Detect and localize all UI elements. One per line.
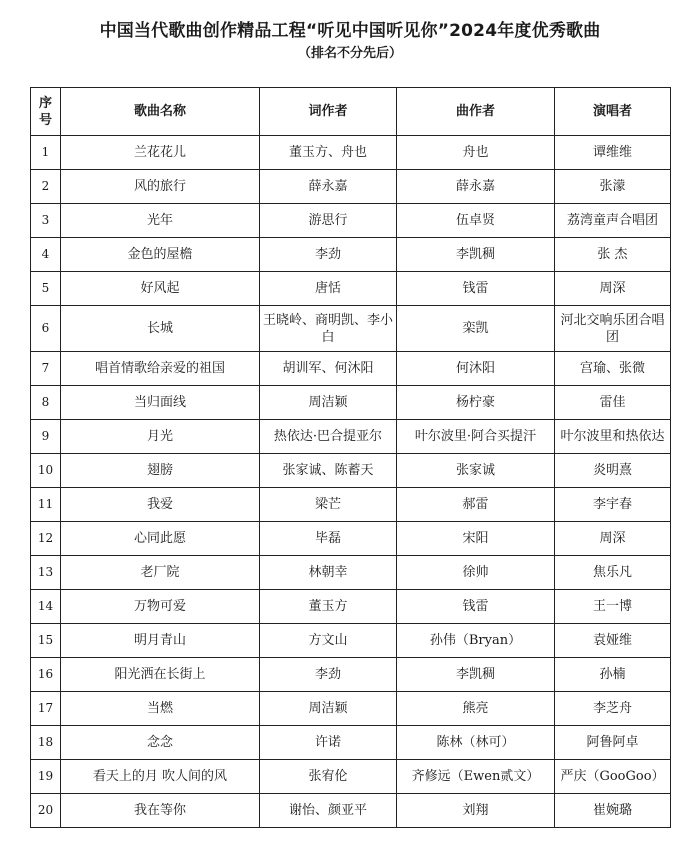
table-row: [31, 794, 671, 828]
cell-index: 13: [31, 556, 61, 590]
cell-lyricist: 薛永嘉: [260, 170, 397, 204]
cell-song-name: 当归面线: [61, 386, 260, 420]
cell-performer: 李芝舟: [555, 692, 671, 726]
table-row: [31, 272, 671, 306]
cell-song-name: 明月青山: [61, 624, 260, 658]
table-row: [31, 386, 671, 420]
cell-index: 14: [31, 590, 61, 624]
cell-song-name: 长城: [61, 306, 260, 352]
cell-performer: 张濛: [555, 170, 671, 204]
header-performer: 演唱者: [555, 88, 671, 136]
cell-song-name: 金色的屋檐: [61, 238, 260, 272]
cell-song-name: 好风起: [61, 272, 260, 306]
cell-performer: 严庆（GooGoo）: [555, 760, 671, 794]
table-row: [31, 238, 671, 272]
table-header-row: [31, 88, 671, 136]
header-composer: 曲作者: [397, 88, 555, 136]
cell-song-name: 我在等你: [61, 794, 260, 828]
cell-song-name: 心同此愿: [61, 522, 260, 556]
cell-composer: 钱雷: [397, 272, 555, 306]
table-row: [31, 556, 671, 590]
cell-performer: 谭维维: [555, 136, 671, 170]
cell-lyricist: 董玉方: [260, 590, 397, 624]
cell-lyricist: 胡训军、何沐阳: [260, 352, 397, 386]
cell-song-name: 风的旅行: [61, 170, 260, 204]
cell-song-name: 我爱: [61, 488, 260, 522]
cell-lyricist: 热依达·巴合提亚尔: [260, 420, 397, 454]
cell-index: 1: [31, 136, 61, 170]
cell-performer: 周深: [555, 522, 671, 556]
cell-lyricist: 许诺: [260, 726, 397, 760]
cell-composer: 郝雷: [397, 488, 555, 522]
table-row: [31, 170, 671, 204]
cell-lyricist: 唐恬: [260, 272, 397, 306]
table-row: [31, 136, 671, 170]
cell-index: 15: [31, 624, 61, 658]
header-lyricist: 词作者: [260, 88, 397, 136]
cell-lyricist: 李劲: [260, 658, 397, 692]
cell-performer: 叶尔波里和热依达: [555, 420, 671, 454]
cell-index: 3: [31, 204, 61, 238]
cell-composer: 薛永嘉: [397, 170, 555, 204]
table-row: [31, 726, 671, 760]
cell-composer: 陈林（林可）: [397, 726, 555, 760]
cell-composer: 栾凯: [397, 306, 555, 352]
header-song-name: 歌曲名称: [61, 88, 260, 136]
cell-composer: 钱雷: [397, 590, 555, 624]
document-title: 中国当代歌曲创作精品工程“听见中国听见你”2024年度优秀歌曲: [99, 21, 601, 41]
cell-index: 18: [31, 726, 61, 760]
cell-lyricist: 林朝幸: [260, 556, 397, 590]
cell-lyricist: 游思行: [260, 204, 397, 238]
cell-lyricist: 张宥伦: [260, 760, 397, 794]
cell-index: 17: [31, 692, 61, 726]
cell-song-name: 月光: [61, 420, 260, 454]
cell-index: 4: [31, 238, 61, 272]
cell-lyricist: 方文山: [260, 624, 397, 658]
cell-index: 16: [31, 658, 61, 692]
cell-song-name: 唱首情歌给亲爱的祖国: [61, 352, 260, 386]
header-index: 序号: [31, 88, 61, 136]
cell-song-name: 看天上的月 吹人间的风: [61, 760, 260, 794]
cell-composer: 熊亮: [397, 692, 555, 726]
cell-performer: 王一博: [555, 590, 671, 624]
cell-composer: 孙伟（Bryan）: [397, 624, 555, 658]
cell-index: 19: [31, 760, 61, 794]
table-row: [31, 658, 671, 692]
cell-index: 6: [31, 306, 61, 352]
cell-song-name: 万物可爱: [61, 590, 260, 624]
cell-index: 7: [31, 352, 61, 386]
cell-composer: 叶尔波里·阿合买提汗: [397, 420, 555, 454]
cell-index: 12: [31, 522, 61, 556]
cell-composer: 张家诚: [397, 454, 555, 488]
cell-performer: 宫瑜、张微: [555, 352, 671, 386]
cell-song-name: 阳光洒在长街上: [61, 658, 260, 692]
table-row: [31, 692, 671, 726]
cell-performer: 孙楠: [555, 658, 671, 692]
cell-composer: 齐修远（Ewen贰文）: [397, 760, 555, 794]
table-row: [31, 760, 671, 794]
document-subtitle: （排名不分先后）: [297, 46, 402, 61]
cell-song-name: 光年: [61, 204, 260, 238]
cell-lyricist: 王晓岭、商明凯、李小白: [260, 306, 397, 352]
table-row: [31, 420, 671, 454]
cell-performer: 袁娅维: [555, 624, 671, 658]
table-row: [31, 590, 671, 624]
cell-performer: 雷佳: [555, 386, 671, 420]
table-row: [31, 204, 671, 238]
cell-index: 8: [31, 386, 61, 420]
cell-composer: 宋阳: [397, 522, 555, 556]
cell-lyricist: 董玉方、舟也: [260, 136, 397, 170]
cell-composer: 徐帅: [397, 556, 555, 590]
cell-composer: 李凯稠: [397, 238, 555, 272]
cell-index: 10: [31, 454, 61, 488]
cell-composer: 李凯稠: [397, 658, 555, 692]
cell-lyricist: 李劲: [260, 238, 397, 272]
cell-index: 11: [31, 488, 61, 522]
cell-performer: 河北交响乐团合唱团: [555, 306, 671, 352]
cell-performer: 荔湾童声合唱团: [555, 204, 671, 238]
cell-index: 9: [31, 420, 61, 454]
table-row: [31, 624, 671, 658]
table-row: [31, 306, 671, 352]
cell-performer: 李宇春: [555, 488, 671, 522]
table-row: [31, 522, 671, 556]
table-row: [31, 454, 671, 488]
cell-composer: 刘翔: [397, 794, 555, 828]
cell-performer: 周深: [555, 272, 671, 306]
cell-song-name: 当燃: [61, 692, 260, 726]
cell-lyricist: 梁芒: [260, 488, 397, 522]
cell-song-name: 老厂院: [61, 556, 260, 590]
cell-composer: 伍卓贤: [397, 204, 555, 238]
cell-performer: 焦乐凡: [555, 556, 671, 590]
song-table: [30, 87, 671, 828]
table-row: [31, 488, 671, 522]
cell-song-name: 兰花花儿: [61, 136, 260, 170]
cell-composer: 何沐阳: [397, 352, 555, 386]
cell-song-name: 念念: [61, 726, 260, 760]
cell-lyricist: 毕磊: [260, 522, 397, 556]
cell-lyricist: 周洁颖: [260, 692, 397, 726]
cell-index: 5: [31, 272, 61, 306]
cell-composer: 舟也: [397, 136, 555, 170]
cell-lyricist: 谢怡、颜亚平: [260, 794, 397, 828]
cell-song-name: 翅膀: [61, 454, 260, 488]
cell-performer: 张 杰: [555, 238, 671, 272]
cell-index: 2: [31, 170, 61, 204]
table-row: [31, 352, 671, 386]
cell-composer: 杨柠豪: [397, 386, 555, 420]
cell-lyricist: 张家诚、陈蓄天: [260, 454, 397, 488]
cell-lyricist: 周洁颖: [260, 386, 397, 420]
cell-performer: 炎明熹: [555, 454, 671, 488]
cell-performer: 阿鲁阿卓: [555, 726, 671, 760]
cell-index: 20: [31, 794, 61, 828]
cell-performer: 崔婉璐: [555, 794, 671, 828]
